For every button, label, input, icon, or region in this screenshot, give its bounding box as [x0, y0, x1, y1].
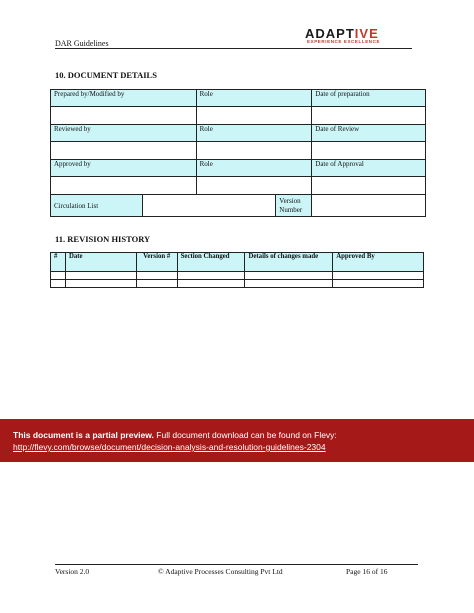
cell-date-of-approval: Date of Approval: [312, 160, 426, 177]
preview-message: [13, 430, 337, 440]
col-version: Version #: [136, 253, 177, 272]
header-divider: [55, 48, 412, 49]
col-number: #: [51, 253, 66, 272]
section-heading-revision-history: 11. REVISION HISTORY: [55, 234, 151, 244]
table-row: [51, 280, 424, 288]
table-row: [51, 142, 426, 160]
footer-page-number: Page 16 of 16: [346, 567, 388, 576]
cell-approved-by: Approved by: [51, 160, 197, 177]
revision-history-table: [50, 252, 424, 288]
logo-tagline: EXPERIENCE EXCELLENCE: [307, 39, 381, 44]
table-header-row: [51, 253, 424, 272]
section-heading-document-details: 10. DOCUMENT DETAILS: [55, 70, 157, 80]
table-row: [51, 272, 424, 280]
col-date: Date: [65, 253, 136, 272]
logo-main: ADAPT: [305, 26, 355, 41]
cell-role: Role: [196, 160, 312, 177]
table-row: [51, 160, 426, 177]
preview-download-link[interactable]: http://flevy.com/browse/document/decision-analysis-and-resolution-guidelines-2304: [13, 442, 326, 452]
cell-date-of-review: Date of Review: [312, 125, 426, 142]
footer-copyright: © Adaptive Processes Consulting Pvt Ltd: [158, 567, 283, 576]
table-row: [51, 90, 426, 107]
table-row: [51, 125, 426, 142]
cell-role: Role: [196, 90, 312, 107]
company-logo: [305, 26, 401, 48]
table-row: [51, 177, 426, 195]
cell-date-of-preparation: Date of preparation: [312, 90, 426, 107]
table-row: [51, 107, 426, 125]
cell-role: Role: [196, 125, 312, 142]
table-row: [51, 195, 426, 217]
document-details-table: [50, 89, 426, 217]
preview-bold-text: This document is a partial preview.: [13, 430, 154, 440]
footer-version: Version 2.0: [55, 567, 90, 576]
cell-circulation-list: Circulation List: [51, 195, 143, 217]
col-details: Details of changes made: [245, 253, 333, 272]
cell-prepared-by: Prepared by/Modified by: [51, 90, 197, 107]
preview-text: Full document download can be found on Flevy:: [156, 430, 337, 440]
cell-version-number: Version Number: [276, 195, 312, 217]
logo-accent: IVE: [354, 26, 379, 41]
header-title: DAR Guidelines: [55, 39, 109, 48]
footer-divider: [55, 564, 418, 565]
preview-banner: [0, 419, 474, 462]
cell-reviewed-by: Reviewed by: [51, 125, 197, 142]
col-section-changed: Section Changed: [177, 253, 245, 272]
col-approved-by: Approved By: [333, 253, 424, 272]
